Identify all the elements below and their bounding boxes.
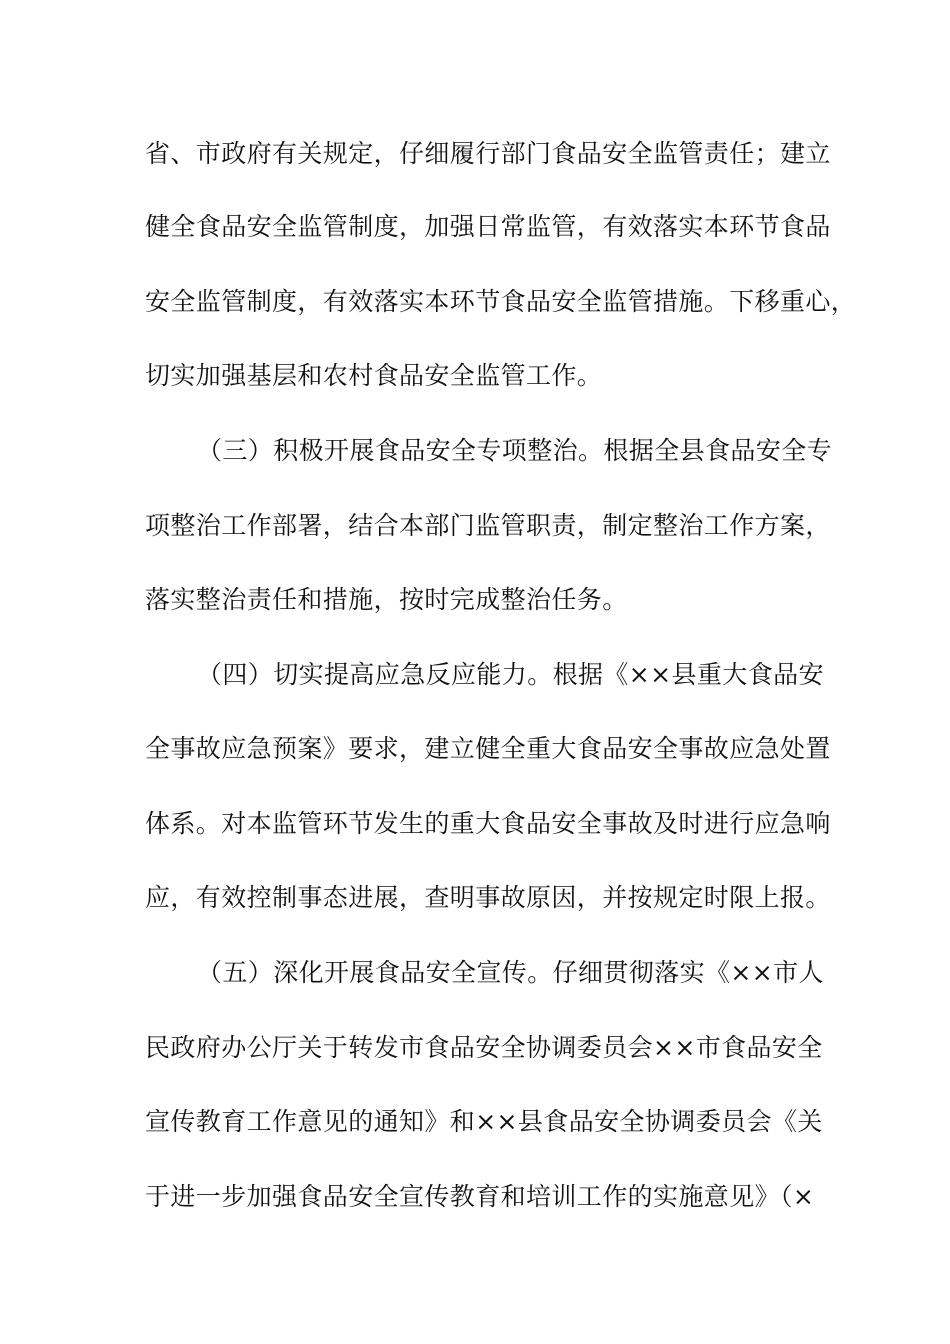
text-line: 省、市政府有关规定，仔细履行部门食品安全监管责任；建立 — [145, 139, 831, 168]
text-line: 应，有效控制事态进展，查明事故原因，并按规定时限上报。 — [145, 883, 831, 912]
text-line: 民政府办公厅关于转发市食品安全协调委员会××市食品安全 — [145, 1033, 823, 1062]
paragraph-heading-four: （四）切实提高应急反应能力。根据《××县重大食品安 — [197, 660, 824, 689]
paragraph-heading-three: （三）积极开展食品安全专项整治。根据全县食品安全专 — [197, 436, 833, 465]
text-line: 体系。对本监管环节发生的重大食品安全事故及时进行应急响 — [145, 809, 831, 838]
text-line: 宣传教育工作意见的通知》和××县食品安全协调委员会《关 — [145, 1107, 823, 1136]
text-line: 项整治工作部署，结合本部门监管职责，制定整治工作方案， — [145, 511, 831, 540]
paragraph-heading-five: （五）深化开展食品安全宣传。仔细贯彻落实《××市人 — [197, 958, 824, 987]
text-line: 切实加强基层和农村食品安全监管工作。 — [145, 361, 603, 390]
text-line: 全事故应急预案》要求，建立健全重大食品安全事故应急处置 — [145, 734, 831, 763]
text-line: 安全监管制度，有效落实本环节食品安全监管措施。下移重心， — [145, 287, 857, 316]
text-line: 于进一步加强食品安全宣传教育和培训工作的实施意见》（× — [145, 1182, 815, 1211]
text-line: 健全食品安全监管制度，加强日常监管，有效落实本环节食品 — [145, 212, 831, 241]
text-line: 落实整治责任和措施，按时完成整治任务。 — [145, 585, 628, 614]
